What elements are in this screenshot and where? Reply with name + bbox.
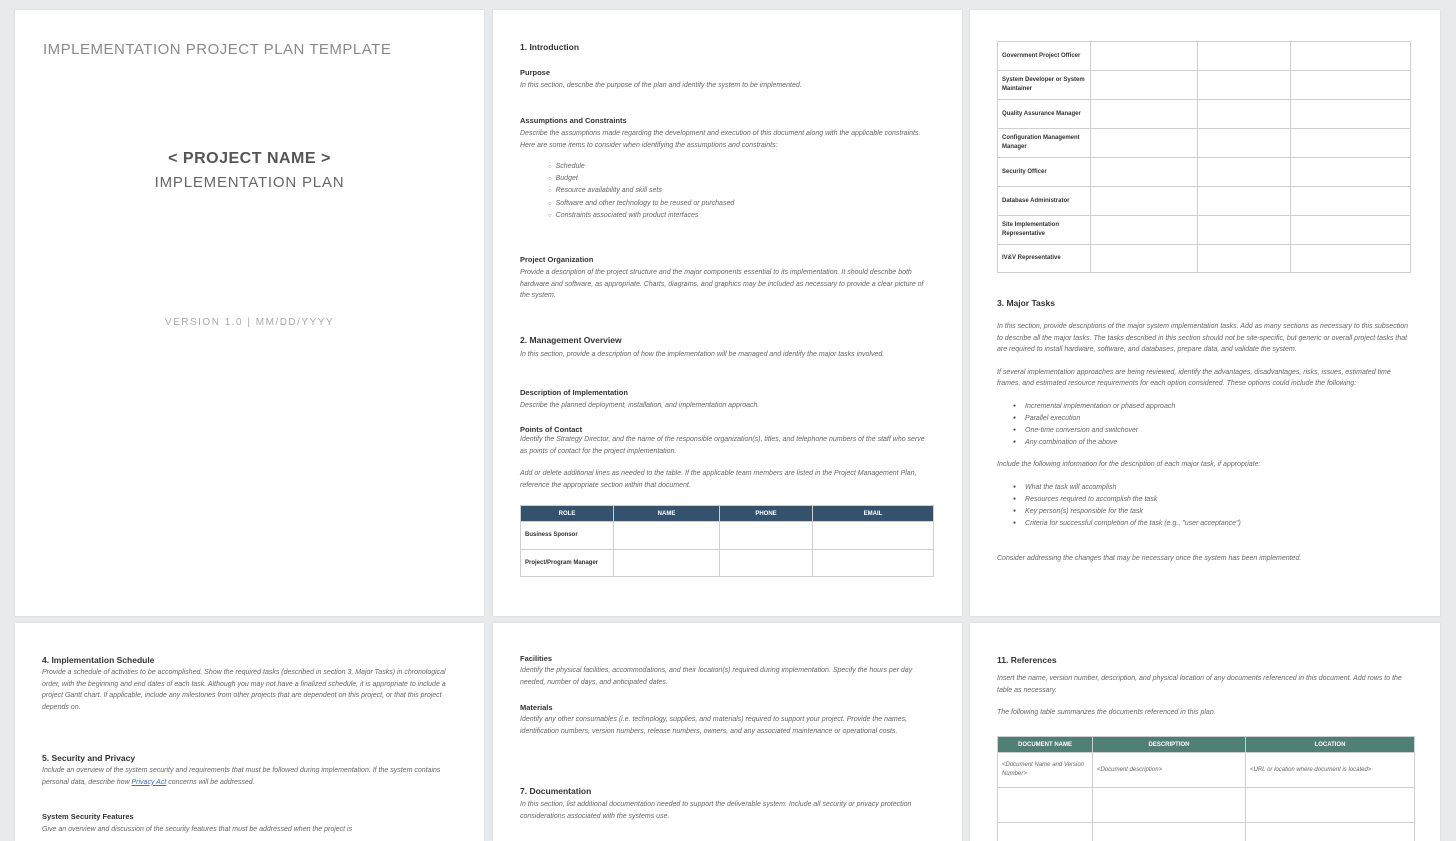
role-cell: Business Sponsor bbox=[521, 522, 614, 550]
poc-text: Identify the Strategy Director, and the name of the responsible organization(s), titles, and telephone numbers of the staff who serve as points of contact for the project implementation. bbox=[520, 436, 925, 455]
list-item: ● Parallel execution bbox=[1013, 413, 1410, 425]
page-references bbox=[970, 623, 1440, 841]
template-title: IMPLEMENTATION PROJECT PLAN TEMPLATE bbox=[43, 41, 392, 58]
consider-text: Consider addressing the changes that may be necessary once the system has been implemented. bbox=[997, 554, 1302, 562]
schedule-heading: 4. Implementation Schedule bbox=[42, 655, 155, 665]
materials-heading: Materials bbox=[520, 703, 553, 712]
documentation-text: In this section, list additional documentation needed to support the deliverable system. Include all security or privacy protection considerations associated with the systems use. bbox=[520, 801, 912, 820]
col-location: LOCATION bbox=[1246, 737, 1415, 753]
plan-subtitle: IMPLEMENTATION PLAN bbox=[154, 174, 345, 191]
approaches-list bbox=[997, 401, 1410, 450]
features-text: Give an overview and discussion of the security features that must be addressed when the project is bbox=[42, 826, 353, 833]
page-facilities bbox=[493, 623, 962, 841]
role-cell: Quality Assurance Manager bbox=[998, 100, 1091, 129]
list-item: ○ Resource availability and skill sets bbox=[548, 185, 932, 197]
assumptions-heading: Assumptions and Constraints bbox=[520, 116, 627, 125]
table-row bbox=[998, 100, 1411, 129]
list-item: ● Criteria for successful completion of the task (e.g., "user acceptance") bbox=[1013, 518, 1410, 530]
mgmt-text: In this section, provide a description of how the implementation will be managed and identify the major tasks involved. bbox=[520, 351, 885, 358]
references-text-2: The following table summarizes the documents referenced in this plan. bbox=[997, 709, 1216, 716]
references-heading: 11. References bbox=[997, 655, 1057, 665]
table-row bbox=[998, 753, 1415, 788]
table-header-row bbox=[521, 506, 934, 522]
table-row bbox=[998, 129, 1411, 158]
list-item: ○ Constraints associated with product interfaces bbox=[548, 210, 932, 222]
intro-heading: 1. Introduction bbox=[520, 42, 580, 52]
table-row bbox=[998, 42, 1411, 71]
org-text: Provide a description of the project structure and the major components essential to its implementation. It should describe both hardware and software, as appropriate. Charts, diagrams, and graphics may be included as necessary to provide a clear picture of the system. bbox=[520, 269, 924, 299]
table-row bbox=[998, 788, 1415, 823]
page-major-tasks bbox=[970, 10, 1440, 616]
location-cell: <URL or location where document is located> bbox=[1246, 753, 1415, 788]
major-tasks-heading: 3. Major Tasks bbox=[997, 298, 1055, 308]
table-row bbox=[998, 71, 1411, 100]
role-cell: IV&V Representative bbox=[998, 245, 1091, 273]
page-schedule bbox=[15, 623, 484, 841]
list-item: ● Resources required to accomplish the task bbox=[1013, 494, 1410, 506]
list-item: ○ Budget bbox=[548, 173, 932, 185]
mgmt-heading: 2. Management Overview bbox=[520, 335, 622, 345]
major-tasks-text: In this section, provide descriptions of the major system implementation tasks. Add as many sections as necessary to this subsection to describe all the major tasks. The tasks described in this section should not be site-specific, but generic or overall project tasks that are required to install hardware, software, and databases, prepare data, and validate the system. bbox=[997, 323, 1408, 353]
assumptions-list bbox=[520, 161, 932, 222]
role-cell: Government Project Officer bbox=[998, 42, 1091, 71]
facilities-heading: Facilities bbox=[520, 654, 553, 663]
col-name: NAME bbox=[614, 506, 720, 522]
roles-table bbox=[997, 41, 1411, 273]
materials-text: Identify any other consumables (i.e. technology, supplies, and materials) required to support your project. Provide the names, identification numbers, version numbers, release numbers, owners, and any associated maintenance or operational costs. bbox=[520, 716, 908, 735]
list-item: ● Incremental implementation or phased approach bbox=[1013, 401, 1410, 413]
schedule-text: Provide a schedule of activities to be accomplished. Show the required tasks (described in section 3, Major Tasks) in chronological order, with the beginning and end dates of each task. Although you may not have a finalized schedule, it is appropriate to include a project Gantt chart. If applicable, include any milestones from other projects that are dependent on this project, or that this project depends on. bbox=[42, 669, 446, 711]
org-heading: Project Organization bbox=[520, 255, 594, 264]
col-phone: PHONE bbox=[720, 506, 813, 522]
documentation-heading: 7. Documentation bbox=[520, 786, 592, 796]
role-cell: Security Officer bbox=[998, 158, 1091, 187]
security-text: Include an overview of the system security and requirements that must be followed during implementation. If the system contains personal data, describe how Privacy Act concerns will be addressed. bbox=[42, 767, 441, 786]
desc-text: Describe the planned deployment, installation, and implementation approach. bbox=[520, 402, 760, 409]
table-row bbox=[998, 245, 1411, 273]
table-row bbox=[521, 550, 934, 577]
task-info-list bbox=[997, 482, 1410, 531]
references-table bbox=[997, 736, 1415, 841]
cover-page bbox=[15, 10, 484, 616]
role-cell: Configuration Management Manager bbox=[998, 129, 1091, 158]
col-description: DESCRIPTION bbox=[1093, 737, 1246, 753]
page-introduction bbox=[493, 10, 962, 616]
references-text: Insert the name, version number, description, and physical location of any documents referenced in this document. Add rows to the table as necessary. bbox=[997, 675, 1402, 694]
role-cell: Database Administrator bbox=[998, 187, 1091, 216]
list-item: ○ Schedule bbox=[548, 161, 932, 173]
poc-text-2: Add or delete additional lines as needed to the table. If the applicable team members are listed in the Project Management Plan, reference the appropriate section within that document. bbox=[520, 470, 917, 489]
include-text: Include the following information for the description of each major task, if appropriate: bbox=[997, 461, 1261, 469]
table-row bbox=[998, 823, 1415, 841]
list-item: ● Key person(s) responsible for the task bbox=[1013, 506, 1410, 518]
security-heading: 5. Security and Privacy bbox=[42, 753, 136, 763]
col-document-name: DOCUMENT NAME bbox=[998, 737, 1093, 753]
col-email: EMAIL bbox=[813, 506, 934, 522]
table-row bbox=[521, 522, 934, 550]
document-name-cell: <Document Name and Version Number> bbox=[998, 753, 1093, 788]
privacy-act-link[interactable]: Privacy Act bbox=[131, 778, 167, 786]
table-row bbox=[998, 158, 1411, 187]
role-cell: Site Implementation Representative bbox=[998, 216, 1091, 245]
desc-heading: Description of Implementation bbox=[520, 388, 628, 397]
assumptions-text: Describe the assumptions made regarding the development and execution of this document along with the applicable constraints. Here are some items to consider when identifying the assumptions and constraints: bbox=[520, 130, 921, 149]
table-row bbox=[998, 216, 1411, 245]
major-tasks-text-2: If several implementation approaches are being reviewed, identify the advantages, disadvantages, risks, issues, estimated time frames, and estimated resource requirements for each option considered. These options could include the following: bbox=[997, 368, 1391, 387]
purpose-heading: Purpose bbox=[520, 68, 551, 77]
table-row bbox=[998, 187, 1411, 216]
list-item: ● Any combination of the above bbox=[1013, 437, 1410, 449]
list-item: ○ Software and other technology to be reused or purchased bbox=[548, 198, 932, 210]
purpose-text: In this section, describe the purpose of the plan and identify the system to be implemented. bbox=[520, 82, 802, 89]
poc-heading: Points of Contact bbox=[520, 425, 583, 434]
col-role: ROLE bbox=[521, 506, 614, 522]
list-item: ● What the task will accomplish bbox=[1013, 482, 1410, 494]
contact-table bbox=[520, 505, 934, 577]
facilities-text: Identify the physical facilities, accommodations, and their location(s) required during implementation. Specify the hours per day needed, number of days, and anticipated dates. bbox=[520, 667, 913, 686]
role-cell: Project/Program Manager bbox=[521, 550, 614, 577]
features-heading: System Security Features bbox=[42, 812, 134, 821]
project-name: < PROJECT NAME > bbox=[168, 150, 331, 167]
version-date: VERSION 1.0 | MM/DD/YYYY bbox=[164, 317, 335, 328]
table-header-row bbox=[998, 737, 1415, 753]
role-cell: System Developer or System Maintainer bbox=[998, 71, 1091, 100]
description-cell: <Document description> bbox=[1093, 753, 1246, 788]
list-item: ● One-time conversion and switchover bbox=[1013, 425, 1410, 437]
